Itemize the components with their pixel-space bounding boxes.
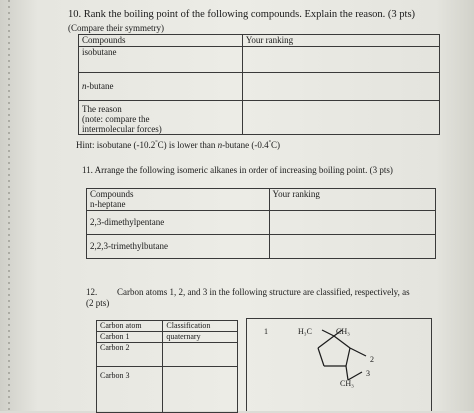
q12-carbon2-class[interactable] bbox=[163, 343, 238, 367]
q12-col-class-header: Classification bbox=[163, 321, 238, 332]
reason-line-2: (note: compare the bbox=[82, 114, 150, 124]
q12-carbon3-class[interactable] bbox=[163, 367, 238, 413]
q10-heading: 10. Rank the boiling point of the following compounds. Explain the reason. (3 pts) bbox=[68, 9, 416, 20]
label-h3c-left: H₃C bbox=[298, 327, 312, 336]
label-carbon-3: 3 bbox=[366, 369, 370, 378]
q10-col-ranking-header: Your ranking bbox=[242, 35, 439, 47]
q10-ranking-cell-2[interactable] bbox=[242, 73, 439, 101]
q11-ranking-cell-3[interactable] bbox=[269, 235, 435, 259]
hint-part-2: C) is lower than bbox=[157, 140, 218, 150]
bond-to-c2 bbox=[350, 348, 366, 356]
q12-carbon1-class[interactable]: quaternary bbox=[163, 332, 238, 343]
q10-row-isobutane: isobutane bbox=[79, 47, 243, 73]
q12-row-carbon1: Carbon 1 bbox=[97, 332, 163, 343]
q10-table bbox=[78, 34, 440, 135]
q11-col-compounds-header: Compounds bbox=[90, 189, 134, 199]
q12-number: 12. bbox=[86, 287, 98, 297]
bond-ring-right-1 bbox=[346, 348, 350, 366]
bond-c1-right bbox=[334, 336, 350, 348]
q10-col-compounds-header: Compounds bbox=[79, 35, 243, 47]
q11-compounds-header-cell bbox=[87, 189, 270, 211]
q12-structure-diagram bbox=[250, 322, 430, 410]
q10-subheading: (Compare their symmetry) bbox=[68, 23, 164, 33]
q11-row-n-heptane: n-heptane bbox=[90, 199, 126, 209]
hint-part-3: -butane (-0.4 bbox=[222, 140, 269, 150]
butane-label: -butane bbox=[86, 81, 114, 91]
label-carbon-1: 1 bbox=[264, 327, 268, 336]
hint-n-prefix: n bbox=[217, 140, 223, 150]
q12-row-carbon3: Carbon 3 bbox=[97, 367, 163, 413]
q11-row-dimethylpentane: 2,3-dimethylpentane bbox=[87, 211, 270, 235]
cyclopentane-ring bbox=[318, 330, 366, 380]
q12-line2: (2 pts) bbox=[86, 298, 110, 308]
hint-part-1: Hint: isobutane (-10.2 bbox=[76, 140, 156, 150]
q10-row-n-butane bbox=[79, 73, 243, 101]
label-ch3-bottom: CH₃ bbox=[340, 379, 354, 388]
q12-table bbox=[96, 320, 238, 413]
bond-ring-left-1 bbox=[318, 348, 324, 366]
q12-col-atom-header: Carbon atom bbox=[97, 321, 163, 332]
reason-line-3: intermolecular forces) bbox=[82, 124, 162, 134]
reason-line-1: The reason bbox=[82, 104, 122, 114]
hint-part-4: C) bbox=[271, 140, 281, 150]
q10-hint bbox=[76, 140, 280, 150]
bond-to-h3c bbox=[322, 330, 334, 336]
q12-line1: Carbon atoms 1, 2, and 3 in the following structure are classified, respectively, as bbox=[117, 287, 410, 297]
q12-row-carbon2: Carbon 2 bbox=[97, 343, 163, 367]
label-ch3-right: CH₃ bbox=[336, 327, 350, 336]
hint-degree-1: ° bbox=[155, 140, 158, 146]
bond-to-bottom-methyl bbox=[346, 366, 348, 380]
q11-col-ranking-header: Your ranking bbox=[269, 189, 435, 211]
q10-reason-answer-cell[interactable] bbox=[242, 101, 439, 135]
q10-ranking-cell-1[interactable] bbox=[242, 47, 439, 73]
q11-row-trimethylbutane: 2,2,3-trimethylbutane bbox=[87, 235, 270, 259]
bond-c1-left bbox=[318, 336, 334, 348]
q11-heading: 11. Arrange the following isomeric alkanes in order of increasing boiling point. (3 pts) bbox=[82, 165, 393, 175]
q10-reason-label bbox=[79, 101, 243, 135]
q11-table bbox=[86, 188, 436, 259]
label-carbon-2: 2 bbox=[370, 355, 374, 364]
hint-degree-2: ° bbox=[268, 140, 272, 146]
n-prefix: n bbox=[82, 81, 87, 91]
q11-ranking-cell-2[interactable] bbox=[269, 211, 435, 235]
left-margin-line bbox=[8, 0, 10, 411]
